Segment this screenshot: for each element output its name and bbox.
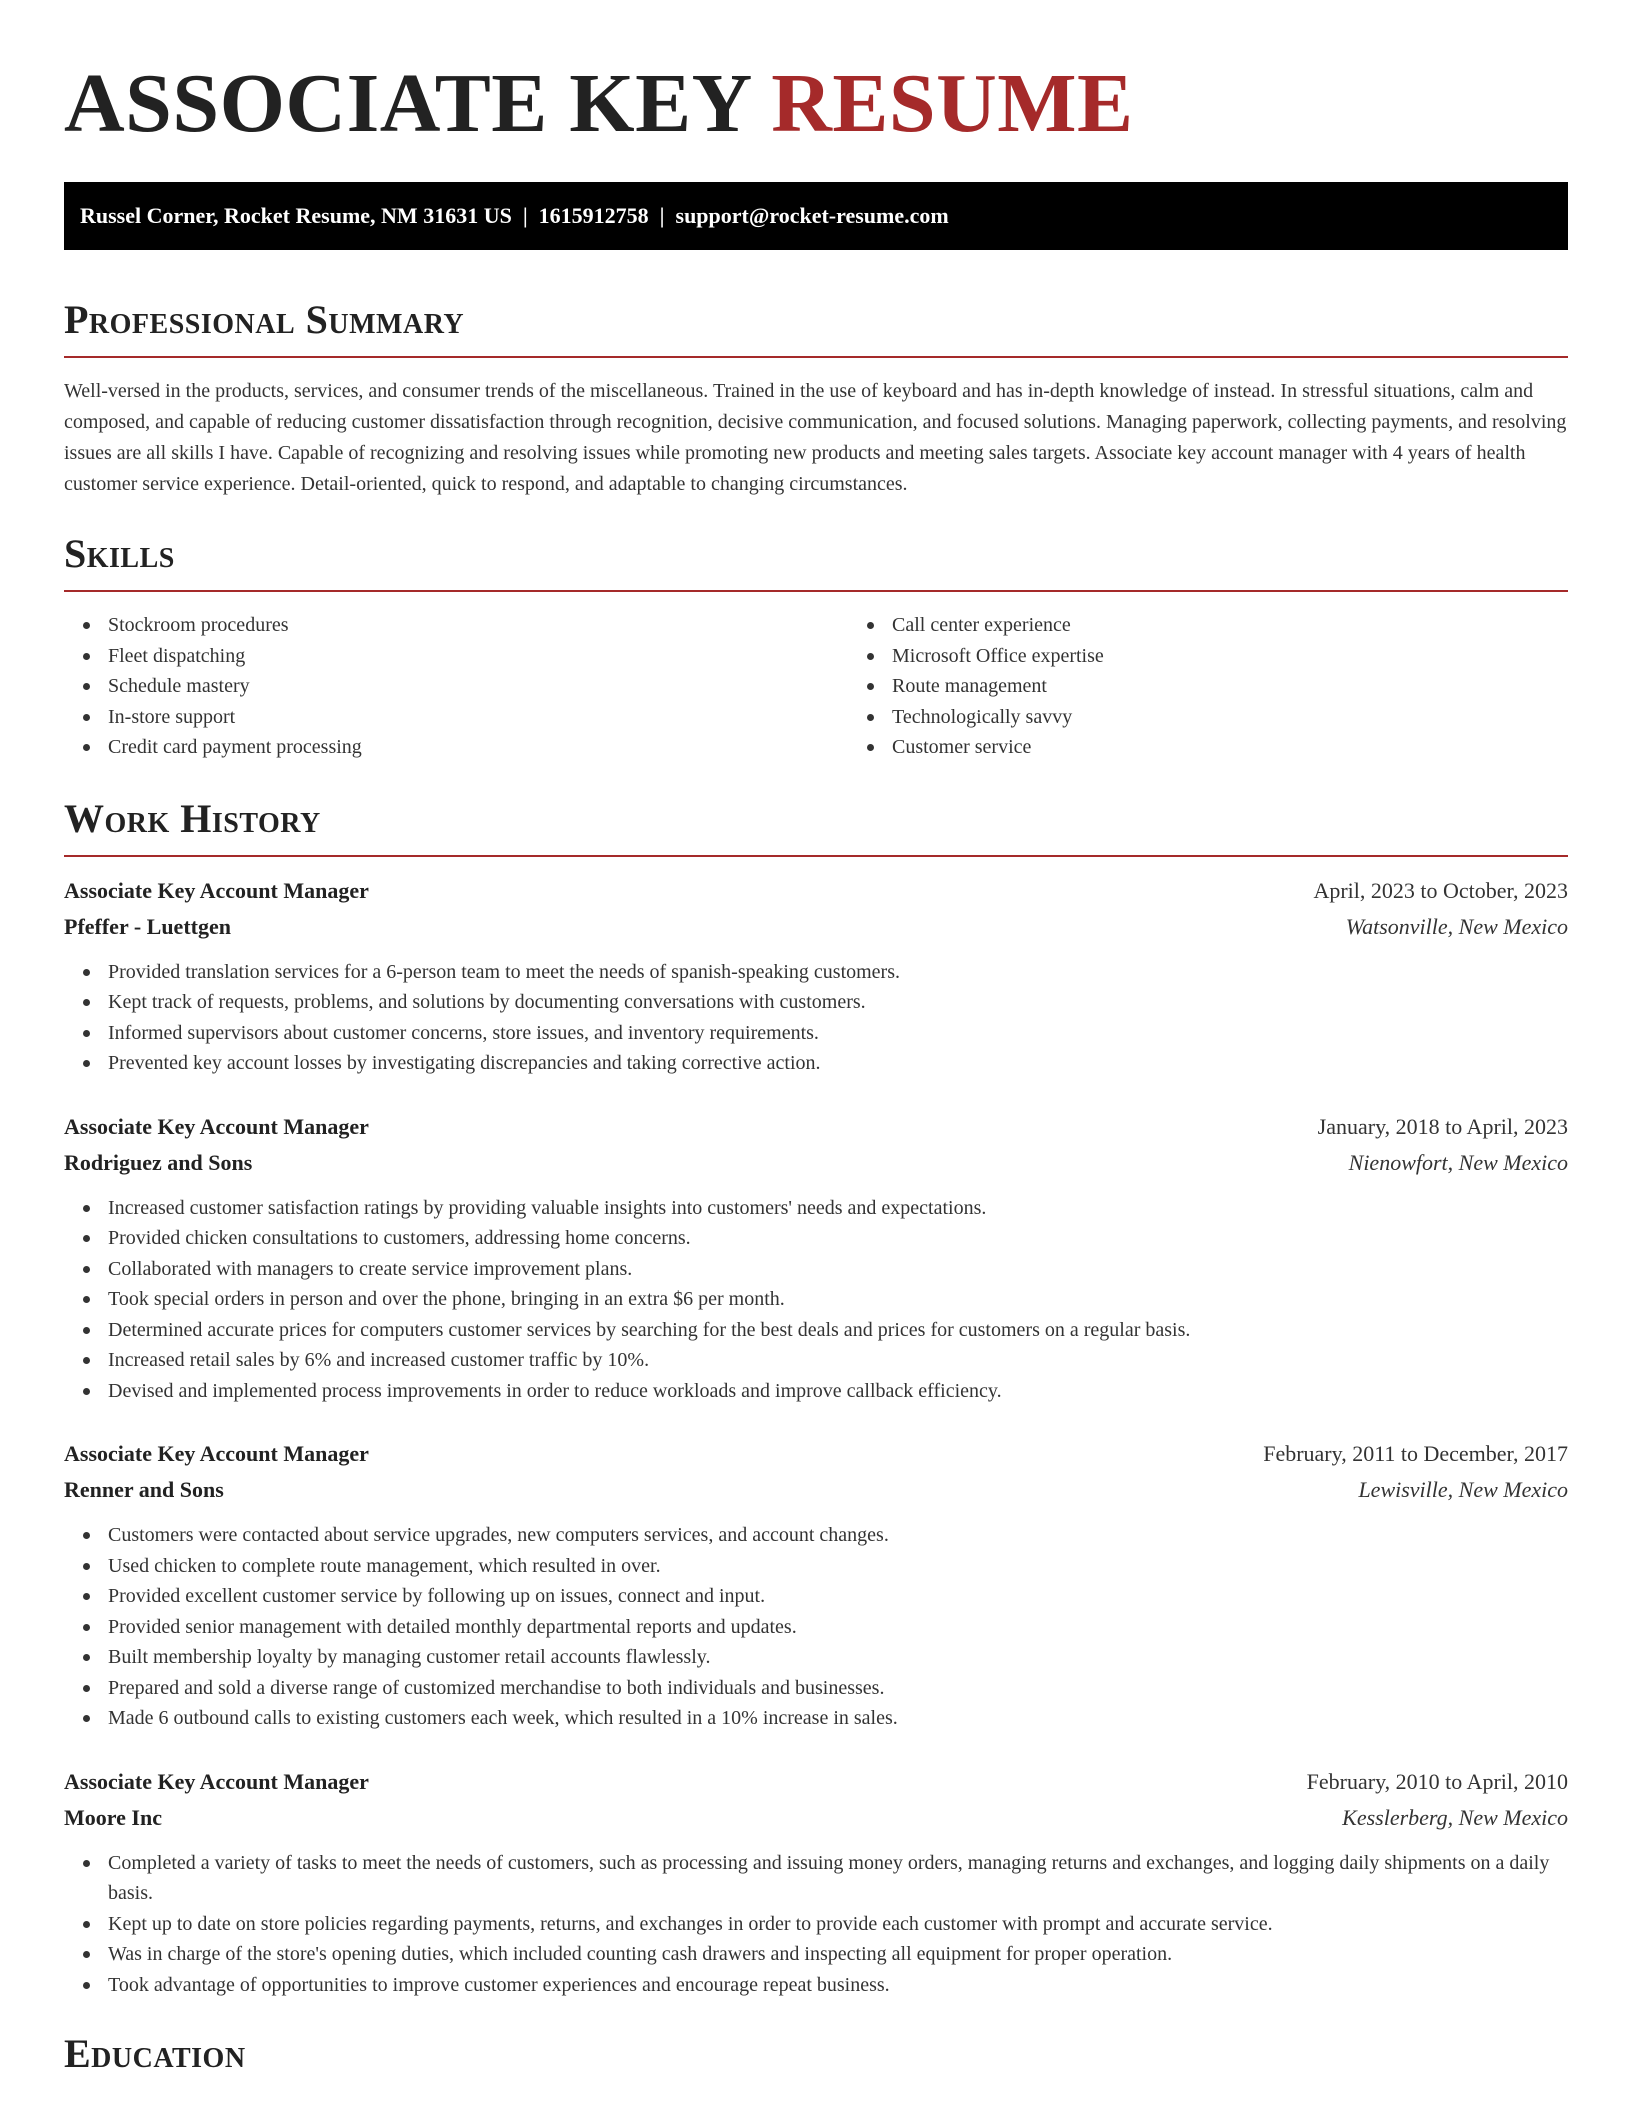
section-divider	[64, 590, 1568, 592]
skill-item: Call center experience	[892, 610, 1632, 641]
title-part-main: ASSOCIATE KEY	[64, 57, 772, 150]
skill-item: Schedule mastery	[108, 671, 848, 702]
section-heading-education: Education	[64, 2031, 246, 2076]
job-bullet: Provided chicken consultations to customers, addressing home concerns.	[108, 1223, 1568, 1254]
title-part-accent: RESUME	[771, 57, 1134, 150]
job-location: Lewisville, New Mexico	[1358, 1477, 1568, 1502]
skills-list-left	[64, 610, 848, 763]
job-bullet: Took advantage of opportunities to improve customer experiences and encourage repeat business.	[108, 1970, 1568, 2001]
job-bullets	[64, 1520, 1568, 1734]
job-title: Associate Key Account Manager	[64, 1113, 369, 1139]
job-bullet: Determined accurate prices for computers customer services by searching for the best deals and prices for customers on a regular basis.	[108, 1315, 1568, 1346]
job-bullet: Built membership loyalty by managing customer retail accounts flawlessly.	[108, 1642, 1568, 1673]
section-heading-work-history: Work History	[64, 795, 321, 841]
job-header-row	[64, 1436, 1568, 1472]
job-bullet: Was in charge of the store's opening duties, which included counting cash drawers and inspecting all equipment for proper operation.	[108, 1939, 1568, 1970]
section-heading-skills: Skills	[64, 531, 175, 576]
job-dates: January, 2018 to April, 2023	[1317, 1113, 1568, 1139]
section-heading-summary: Professional Summary	[64, 297, 465, 342]
job-dates: February, 2011 to December, 2017	[1263, 1441, 1568, 1466]
skills-section	[64, 528, 1568, 763]
summary-section	[64, 294, 1568, 500]
job-company: Renner and Sons	[64, 1477, 224, 1502]
summary-text: Well-versed in the products, services, and consumer trends of the miscellaneous. Trained in the use of keyboard and has in-depth knowledge of instead. In stressful situations, calm and composed, and capable of reducing customer dissatisfaction through recognition, decisive communication, and focused solutions. Managing paperwork, collecting payments, and resolving issues are all skills I have. Capable of recognizing and resolving issues while promoting new products and meeting sales targets. Associate key account manager with 4 years of health customer service experience. Detail-oriented, quick to respond, and adaptable to changing circumstances.	[64, 380, 1567, 495]
job-bullets	[64, 957, 1568, 1079]
job-company: Rodriguez and Sons	[64, 1149, 253, 1175]
education-section	[64, 2028, 1568, 2080]
skill-item: Credit card payment processing	[108, 732, 848, 763]
job-bullet: Prepared and sold a diverse range of customized merchandise to both individuals and businesses.	[108, 1673, 1568, 1704]
job-entry	[64, 1109, 1568, 1407]
job-company-row	[64, 909, 1568, 945]
job-header-row	[64, 1109, 1568, 1145]
resume-title	[64, 0, 1568, 150]
job-bullet: Increased retail sales by 6% and increased customer traffic by 10%.	[108, 1345, 1568, 1376]
job-header-row	[64, 1764, 1568, 1800]
job-company: Moore Inc	[64, 1804, 162, 1830]
job-bullet: Provided excellent customer service by following up on issues, connect and input.	[108, 1581, 1568, 1612]
job-title: Associate Key Account Manager	[64, 1441, 369, 1466]
job-location: Nienowfort, New Mexico	[1348, 1149, 1568, 1175]
job-bullet: Provided translation services for a 6-person team to meet the needs of spanish-speaking customers.	[108, 957, 1568, 988]
job-company-row	[64, 1472, 1568, 1508]
skill-item: Route management	[892, 671, 1632, 702]
skill-item: In-store support	[108, 702, 848, 733]
job-bullet: Kept up to date on store policies regarding payments, returns, and exchanges in order to provide each customer with prompt and accurate service.	[108, 1909, 1568, 1940]
job-entry	[64, 1436, 1568, 1734]
job-bullet: Completed a variety of tasks to meet the needs of customers, such as processing and issuing money orders, managing returns and exchanges, and logging daily shipments on a daily basis.	[108, 1848, 1568, 1909]
job-header-row	[64, 873, 1568, 909]
job-dates: February, 2010 to April, 2010	[1306, 1768, 1568, 1794]
skills-columns	[64, 610, 1568, 763]
job-bullet: Collaborated with managers to create service improvement plans.	[108, 1254, 1568, 1285]
job-location: Kesslerberg, New Mexico	[1342, 1804, 1568, 1830]
section-divider	[64, 855, 1568, 857]
job-bullet: Kept track of requests, problems, and solutions by documenting conversations with customers.	[108, 987, 1568, 1018]
job-bullet: Made 6 outbound calls to existing customers each week, which resulted in a 10% increase in sales.	[108, 1703, 1568, 1734]
contact-bar: Russel Corner, Rocket Resume, NM 31631 US | 1615912758 | support@rocket-resume.com	[64, 182, 1568, 250]
job-bullets	[64, 1193, 1568, 1407]
job-company: Pfeffer - Luettgen	[64, 913, 231, 939]
job-title: Associate Key Account Manager	[64, 877, 369, 903]
job-entry	[64, 873, 1568, 1079]
work-history-section	[64, 793, 1568, 2001]
skill-item: Stockroom procedures	[108, 610, 848, 641]
job-location: Watsonville, New Mexico	[1345, 913, 1568, 939]
skills-list-right	[848, 610, 1632, 763]
skill-item: Customer service	[892, 732, 1632, 763]
job-bullet: Took special orders in person and over the phone, bringing in an extra $6 per month.	[108, 1284, 1568, 1315]
skill-item: Fleet dispatching	[108, 641, 848, 672]
job-bullets	[64, 1848, 1568, 2001]
job-dates: April, 2023 to October, 2023	[1313, 877, 1568, 903]
section-divider	[64, 356, 1568, 358]
job-bullet: Customers were contacted about service upgrades, new computers services, and account changes.	[108, 1520, 1568, 1551]
job-company-row	[64, 1800, 1568, 1836]
skill-item: Technologically savvy	[892, 702, 1632, 733]
job-title: Associate Key Account Manager	[64, 1768, 369, 1794]
job-bullet: Informed supervisors about customer concerns, store issues, and inventory requirements.	[108, 1018, 1568, 1049]
job-bullet: Used chicken to complete route management, which resulted in over.	[108, 1551, 1568, 1582]
job-company-row	[64, 1145, 1568, 1181]
job-bullet: Provided senior management with detailed monthly departmental reports and updates.	[108, 1612, 1568, 1643]
job-bullet: Devised and implemented process improvements in order to reduce workloads and improve callback efficiency.	[108, 1376, 1568, 1407]
skill-item: Microsoft Office expertise	[892, 641, 1632, 672]
job-bullet: Prevented key account losses by investigating discrepancies and taking corrective action.	[108, 1048, 1568, 1079]
job-bullet: Increased customer satisfaction ratings by providing valuable insights into customers' needs and expectations.	[108, 1193, 1568, 1224]
job-entry	[64, 1764, 1568, 2001]
